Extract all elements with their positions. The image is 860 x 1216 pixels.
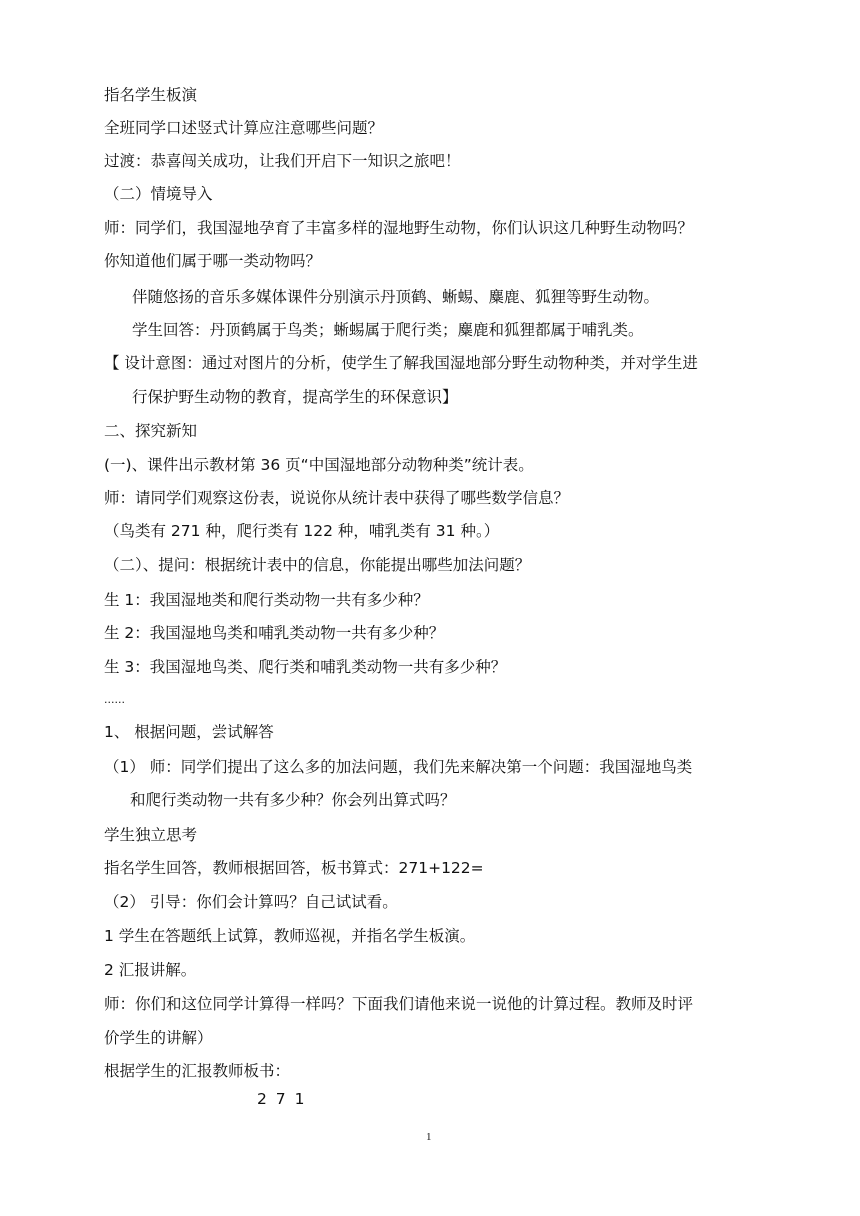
text-line: 指名学生回答，教师根据回答，板书算式：271+122= bbox=[104, 859, 484, 877]
text-line: 2 汇报讲解。 bbox=[104, 961, 197, 979]
text-line: 和爬行类动物一共有多少种？你会列出算式吗？ bbox=[130, 791, 456, 809]
text-line: 你知道他们属于哪一类动物吗？ bbox=[104, 252, 322, 270]
text-line: （二）、提问：根据统计表中的信息，你能提出哪些加法问题？ bbox=[104, 556, 531, 574]
text-line: （鸟类有 271 种，爬行类有 122 种，哺乳类有 31 种。） bbox=[104, 522, 500, 540]
text-line: （2） 引导：你们会计算吗？自己试试看。 bbox=[104, 893, 398, 911]
section-heading: 二、探究新知 bbox=[104, 422, 198, 440]
text-line: 生 3：我国湿地鸟类、爬行类和哺乳类动物一共有多少种？ bbox=[104, 658, 507, 676]
text-line: 过渡：恭喜闯关成功，让我们开启下一知识之旅吧！ bbox=[104, 152, 461, 170]
vertical-calculation-row: 2 7 1 bbox=[257, 1090, 307, 1108]
section-heading: 1、 根据问题，尝试解答 bbox=[104, 723, 274, 741]
text-line: 根据学生的汇报教师板书： bbox=[104, 1062, 291, 1080]
ellipsis: ...... bbox=[104, 693, 125, 706]
section-heading: （二）情境导入 bbox=[104, 185, 213, 203]
text-line: 1 学生在答题纸上试算，教师巡视，并指名学生板演。 bbox=[104, 927, 476, 945]
text-line: (一)、课件出示教材第 36 页“中国湿地部分动物种类”统计表。 bbox=[104, 456, 534, 474]
text-line: （1） 师：同学们提出了这么多的加法问题，我们先来解决第一个问题：我国湿地鸟类 bbox=[104, 758, 693, 776]
page-number: 1 bbox=[426, 1131, 432, 1143]
text-line: 学生独立思考 bbox=[104, 826, 198, 844]
text-line: 生 1：我国湿地类和爬行类动物一共有多少种？ bbox=[104, 591, 429, 609]
text-line: 师：请同学们观察这份表，说说你从统计表中获得了哪些数学信息？ bbox=[104, 489, 570, 507]
text-line: 伴随悠扬的音乐多媒体课件分别演示丹顶鹤、蜥蜴、麋鹿、狐狸等野生动物。 bbox=[132, 288, 660, 306]
text-line: 生 2：我国湿地鸟类和哺乳类动物一共有多少种？ bbox=[104, 624, 445, 642]
text-line: 价学生的讲解） bbox=[104, 1029, 213, 1047]
text-line: 师：同学们，我国湿地孕育了丰富多样的湿地野生动物，你们认识这几种野生动物吗？ bbox=[104, 219, 694, 237]
text-line: 学生回答：丹顶鹤属于鸟类；蜥蜴属于爬行类；麋鹿和狐狸都属于哺乳类。 bbox=[132, 321, 644, 339]
text-line: 全班同学口述竖式计算应注意哪些问题？ bbox=[104, 119, 384, 137]
text-line: 指名学生板演 bbox=[104, 86, 198, 104]
text-line: 师：你们和这位同学计算得一样吗？下面我们请他来说一说他的计算过程。教师及时评 bbox=[104, 995, 694, 1013]
design-intent-cont: 行保护野生动物的教育，提高学生的环保意识】 bbox=[132, 388, 458, 406]
design-intent: 【 设计意图：通过对图片的分析，使学生了解我国湿地部分野生动物种类，并对学生进 bbox=[104, 354, 698, 372]
